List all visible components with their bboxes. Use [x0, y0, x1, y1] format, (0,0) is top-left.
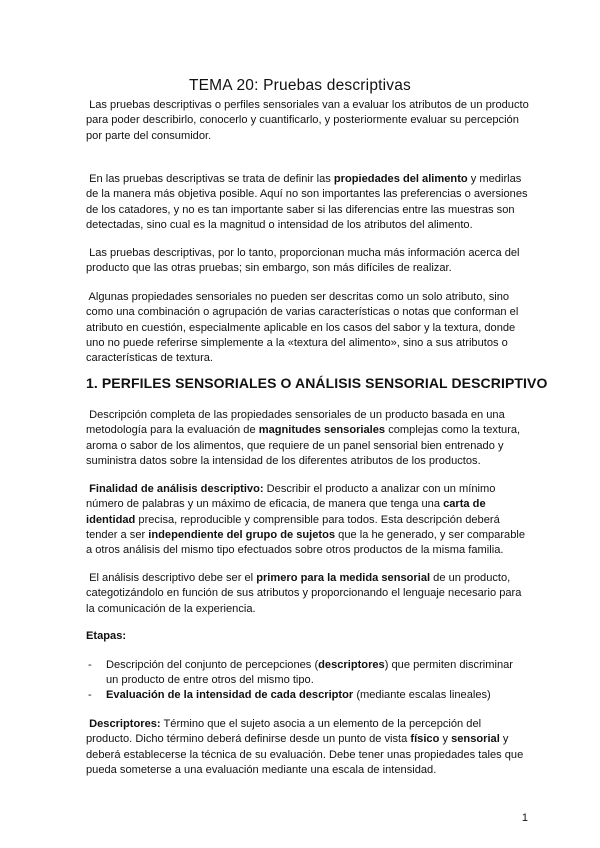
- paragraph-text: de un producto, categotizándolo en función de sus atributos y proporcionando el lenguaje necesario para la comunicación de la experiencia.: [86, 572, 522, 615]
- list-item: [88, 658, 528, 689]
- paragraph-text: y deberá establecerse la técnica de su evaluación. Debe tener unas propiedades tales que pueda someterse a una evaluación mediante una escala de intensidad.: [86, 733, 524, 776]
- list-item: [88, 688, 528, 704]
- paragraph-text: (mediante escalas lineales): [353, 689, 491, 701]
- bold-term: primero para la medida sensorial: [256, 572, 431, 584]
- bold-term: Evaluación de la intensidad de cada descriptor: [106, 689, 354, 701]
- page-number: 1: [521, 812, 528, 824]
- bullet-dash: -: [88, 689, 92, 701]
- paragraph-first-measure: [86, 571, 530, 617]
- paragraph-text: En las pruebas descriptivas se trata de definir las: [89, 173, 334, 185]
- paragraph-text: y: [439, 733, 452, 746]
- paragraph-text: Descripción del conjunto de percepciones (: [106, 659, 319, 671]
- paragraph-purpose: [86, 482, 530, 558]
- paragraph-text: Término que el sujeto asocia a un elemento de la percepción del producto. Dicho término deberá definirse desde un punto de vista: [86, 718, 482, 746]
- bold-term: sensorial: [451, 733, 500, 746]
- paragraph-descriptors: [86, 717, 530, 778]
- bold-term: Finalidad de análisis descriptivo:: [89, 483, 264, 495]
- paragraph-text: que la he generado, y ser comparable a otros análisis del mismo tipo efectuados sobre otros productos de la misma familia.: [86, 528, 526, 557]
- paragraph-summary: [86, 246, 530, 277]
- etapas-heading: [86, 629, 530, 644]
- bold-term: Etapas:: [86, 630, 127, 642]
- section-heading: 1. PERFILES SENSORIALES O ANÁLISIS SENSORIAL DESCRIPTIVO: [86, 375, 548, 391]
- bullet-dash: -: [88, 659, 92, 671]
- paragraph-text: El análisis descriptivo debe ser el: [89, 572, 257, 584]
- paragraph-description: [86, 408, 530, 469]
- bold-term: carta de identidad: [86, 498, 486, 526]
- bold-term: magnitudes sensoriales: [258, 424, 386, 437]
- bold-term: físico: [410, 733, 440, 746]
- bold-term: propiedades del alimento: [333, 173, 468, 185]
- paragraph-text: Descripción completa de las propiedades sensoriales de un producto basada en una metodología para la evaluación de: [86, 409, 505, 437]
- paragraph-text: complejas como la textura, aroma o sabor de los alimentos, que requiere de un panel sensorial bien entrenado y suministra datos sobre la intensidad de los diferentes atributos de los productos.: [86, 424, 521, 467]
- paragraph-text: Las pruebas descriptivas, por lo tanto, proporcionan mucha más información acerca del producto que las otras pruebas; sin embargo, son más difíciles de realizar.: [86, 247, 520, 275]
- paragraph-text: Algunas propiedades sensoriales no pueden ser descritas como un solo atributo, sino como una combinación o agrupación de varias características o notas que conforman el atributo en cuestión, especialmente aplicable en los casos del sabor y la textura, donde uno no puede referirse simplemente a la «textura del alimento», sino a sus atributos o características de textura.: [86, 291, 519, 365]
- paragraph-text: Describir el producto a analizar con un mínimo número de palabras y un máximo de eficacia, de manera que tenga una: [86, 483, 496, 511]
- paragraph-text: y medirlas de la manera más objetiva posible. Aquí no son importantes las preferencias o aversiones de los catadores, y no es tan importante saber si las diferencias entre las muestras son detectadas, sino cual es la magnitud o intensidad de los atributos del alimento.: [86, 173, 528, 231]
- paragraph-text: Las pruebas descriptivas o perfiles sensoriales van a evaluar los atributos de un producto para poder describirlo, conocerlo y cuantificarlo, y posteriormente evaluar su percepción por parte del consumidor.: [86, 99, 529, 142]
- bold-term: Descriptores:: [89, 718, 161, 730]
- paragraph-text: ) que permiten discriminar un producto de entre otros del mismo tipo.: [106, 659, 513, 687]
- bold-term: independiente del grupo de sujetos: [148, 528, 336, 541]
- bold-term: descriptores: [318, 659, 385, 671]
- paragraph-properties: [86, 290, 530, 366]
- page-title: TEMA 20: Pruebas descriptivas: [188, 77, 412, 94]
- paragraph-text: precisa, reproducible y comprensible para todos. Esta descripción deberá tender a ser: [86, 513, 500, 541]
- paragraph-definition: [86, 172, 530, 233]
- paragraph-intro: [86, 98, 530, 144]
